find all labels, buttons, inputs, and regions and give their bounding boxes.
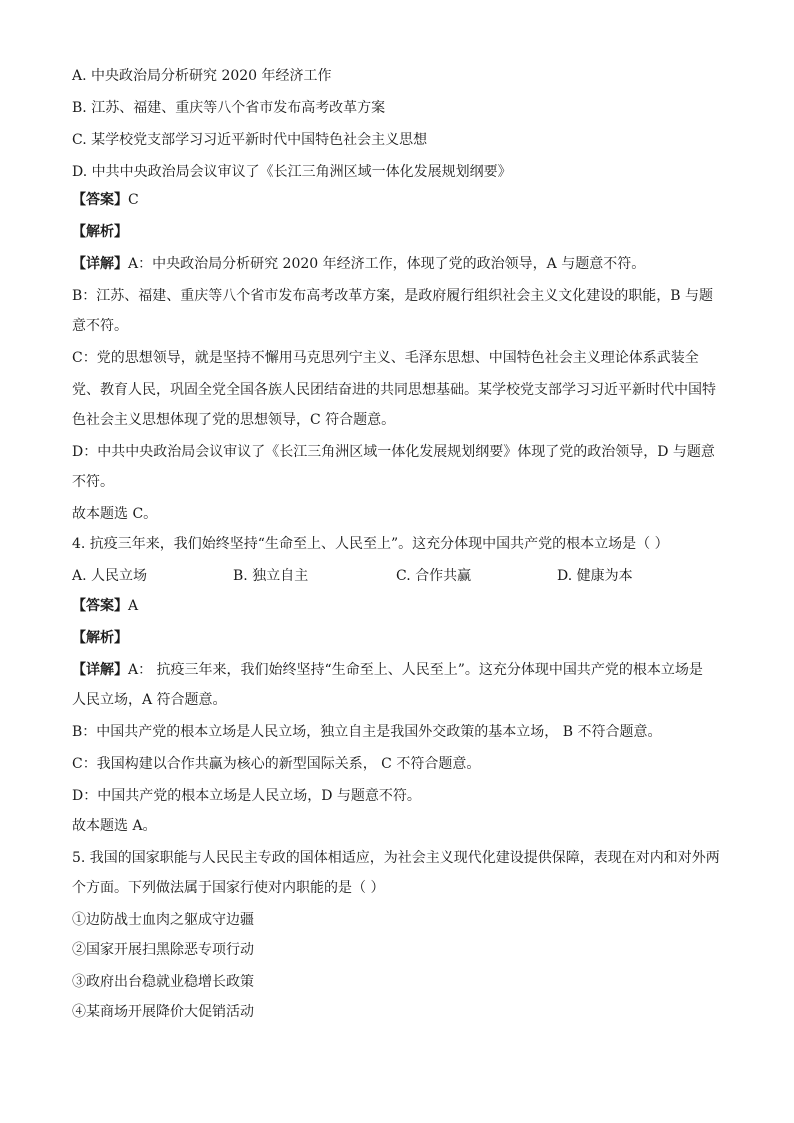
q3-option-a: A. 中央政治局分析研究 2020 年经济工作 xyxy=(72,68,332,84)
q5-item: ②国家开展扫黑除恶专项行动 xyxy=(72,942,254,958)
q4-detail-line: C：我国构建以合作共赢为核心的新型国际关系， C 不符合题意。 xyxy=(72,756,481,772)
q3-conclusion: 故本题选 C。 xyxy=(72,506,158,522)
answer-label: 【答案】 xyxy=(72,598,128,614)
q4-option-c: C. 合作共赢 xyxy=(396,568,472,584)
q5-stem-line: 5. 我国的国家职能与人民民主专政的国体相适应，为社会主义现代化建设提供保障，表现在对内和对外两 xyxy=(72,850,720,866)
answer-value: C xyxy=(128,192,139,208)
q3-detail-line: D：中共中央政治局会议审议了《长江三角洲区域一体化发展规划纲要》体现了党的政治领导，D 与题意 xyxy=(72,444,715,460)
detail-label: 【详解】 xyxy=(72,662,128,678)
q3-option-b: B. 江苏、福建、重庆等八个省市发布高考改革方案 xyxy=(72,100,386,116)
q4-detail-line: 【详解】A： 抗疫三年来，我们始终坚持“生命至上、人民至上”。这充分体现中国共产党的根本立场是 xyxy=(72,662,703,678)
q3-detail-line: 意不符。 xyxy=(72,318,128,334)
q4-conclusion: 故本题选 A。 xyxy=(72,818,157,834)
q3-detail-line: 【详解】A：中央政治局分析研究 2020 年经济工作，体现了党的政治领导，A 与题意不符。 xyxy=(72,256,646,272)
q3-option-c: C. 某学校党支部学习习近平新时代中国特色社会主义思想 xyxy=(72,132,428,148)
q4-option-b: B. 独立自主 xyxy=(233,568,309,584)
q5-item: ③政府出台稳就业稳增长政策 xyxy=(72,974,254,990)
q3-answer xyxy=(72,190,722,210)
q5-item: ①边防战士血肉之躯成守边疆 xyxy=(72,912,254,928)
answer-label: 【答案】 xyxy=(72,192,128,208)
q3-detail-line: 色社会主义思想体现了党的思想领导，C 符合题意。 xyxy=(72,412,396,428)
q5-item: ④某商场开展降价大促销活动 xyxy=(72,1004,254,1020)
q4-detail-line: 人民立场，A 符合题意。 xyxy=(72,692,227,708)
q4-detail-line: B：中国共产党的根本立场是人民立场，独立自主是我国外交政策的基本立场， B 不符合题意。 xyxy=(72,724,662,740)
q4-answer xyxy=(72,596,722,616)
q3-detail-line: 党、教育人民，巩固全党全国各族人民团结奋进的共同思想基础。某学校党支部学习习近平新时代中国特 xyxy=(72,382,716,398)
q5-stem-line: 个方面。下列做法属于国家行使对内职能的是（ ） xyxy=(72,880,385,896)
q3-option-d: D. 中共中央政治局会议审议了《长江三角洲区域一体化发展规划纲要》 xyxy=(72,164,512,180)
q4-stem: 4. 抗疫三年来，我们始终坚持“生命至上、人民至上”。这充分体现中国共产党的根本立场是（ ） xyxy=(72,536,669,552)
q4-option-d: D. 健康为本 xyxy=(557,568,633,584)
q3-analysis-label: 【解析】 xyxy=(72,224,128,240)
q3-detail-line: B：江苏、福建、重庆等八个省市发布高考改革方案，是政府履行组织社会主义文化建设的职能，B 与题 xyxy=(72,288,714,304)
q4-option-a: A. 人民立场 xyxy=(72,568,148,584)
q4-analysis-label: 【解析】 xyxy=(72,630,128,646)
q4-detail-line: D：中国共产党的根本立场是人民立场，D 与题意不符。 xyxy=(72,788,421,804)
q3-detail-line: C：党的思想领导，就是坚持不懈用马克思列宁主义、毛泽东思想、中国特色社会主义理论体系武装全 xyxy=(72,350,699,366)
answer-value: A xyxy=(128,598,139,614)
q3-detail-line: 不符。 xyxy=(72,474,114,490)
detail-label: 【详解】 xyxy=(72,256,128,272)
